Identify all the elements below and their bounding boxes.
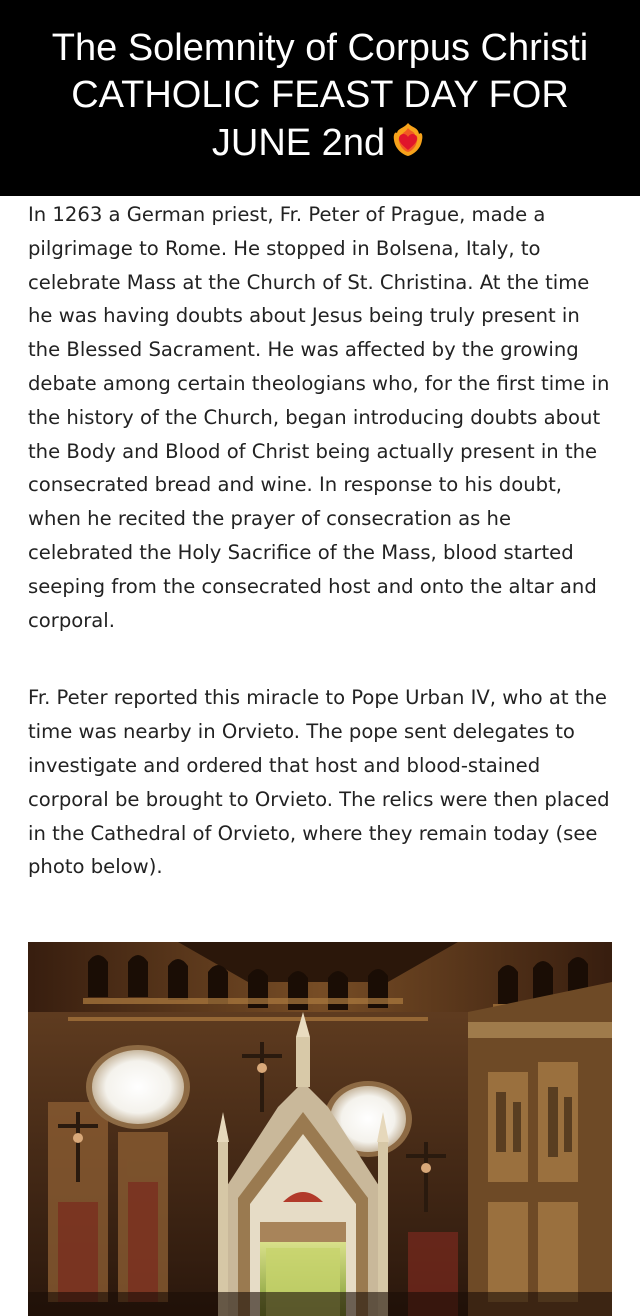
title-banner: [0, 0, 640, 196]
article-paragraph-1: In 1263 a German priest, Fr. Peter of Prague, made a pilgrimage to Rome. He stopped in Bolsena, Italy, to celebrate Mass at the Church of St. Christina. At the time he was having doubts about Jesus being truly present in the Blessed Sacrament. He was affected by the growing debate among certain theologians who, for the first time in the history of the Church, began introducing doubts about the Body and Blood of Christ being actually present in the consecrated bread and wine. In response to his doubt, when he recited the prayer of consecration as he celebrated the Holy Sacrifice of the Mass, blood started seeping from the consecrated host and onto the altar and corporal.: [28, 203, 610, 632]
page-title: [0, 25, 640, 171]
heart-on-fire-icon: [388, 119, 428, 171]
page-title-text: The Solemnity of Corpus Christi CATHOLIC FEAST DAY FOR JUNE 2nd: [51, 27, 589, 164]
chapel-interior-photo: [28, 942, 612, 1316]
article-body: [28, 198, 618, 884]
article-paragraph-2: Fr. Peter reported this miracle to Pope Urban IV, who at the time was nearby in Orvieto. The pope sent delegates to investigate and ordered that host and blood-stained corporal be brought to Orvieto. The relics were then placed in the Cathedral of Orvieto, where they remain today (see photo below).: [28, 686, 610, 879]
